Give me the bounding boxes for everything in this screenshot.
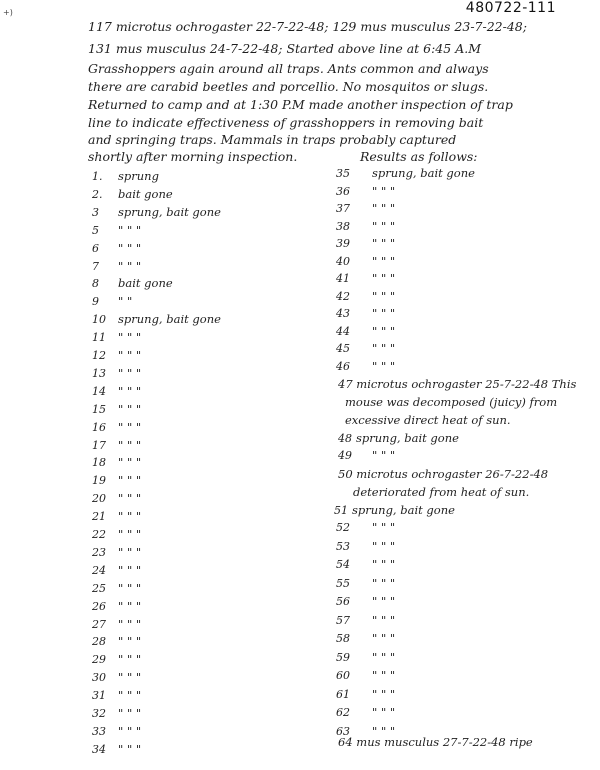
note-47-line: excessive direct heat of sun. (345, 413, 511, 427)
entry-text: " " " (118, 473, 142, 488)
entry-text: sprung, bait gone (118, 204, 221, 219)
entry-text: " " " (372, 538, 396, 553)
entry-number: 11 (92, 331, 106, 345)
entry-number: 49 (338, 449, 352, 462)
entry-text: " " " (118, 652, 142, 667)
entry-number: 43 (336, 307, 350, 320)
entry-text: " " " (118, 616, 142, 631)
entry-number: 33 (92, 724, 106, 738)
entry-number: 37 (336, 202, 350, 215)
entry-text: " " " (118, 670, 142, 685)
narrative-line: 131 mus musculus 24-7-22-48; Started above line at 6:45 A.M (88, 41, 481, 56)
entry-text: " " " (372, 218, 396, 233)
entry-text: " " " (372, 448, 396, 462)
entry-text: bait gone (118, 186, 173, 201)
entry-number: 58 (336, 632, 350, 645)
entry-text: " " " (118, 383, 142, 398)
entry-number: 7 (92, 259, 99, 273)
entry-number: 15 (92, 402, 106, 416)
entry-text: " " " (118, 348, 142, 362)
entry-number: 22 (92, 528, 106, 541)
narrative-line: line to indicate effectiveness of grasshoppers in removing bait (88, 115, 484, 130)
entry-number: 10 (92, 313, 106, 327)
entry-text: " " " (372, 557, 396, 571)
entry-text: " " " (372, 705, 396, 719)
entry-text: " " " (118, 258, 142, 273)
entry-number: 27 (92, 617, 106, 631)
entry-text: " " " (118, 509, 142, 524)
entry-number: 5 (92, 223, 99, 237)
entry-text: bait gone (118, 276, 173, 291)
narrative-line: there are carabid beetles and porcellio. No mosquitos or slugs. (88, 79, 489, 94)
entry-text: sprung, bait gone (118, 312, 221, 327)
entry-text: " " " (372, 358, 396, 373)
entry-text: " " " (372, 201, 396, 215)
entry-text: " " " (372, 183, 396, 198)
entry-text: " " " (118, 741, 142, 756)
narrative-line: Grasshoppers again around all traps. Ants common and always (88, 61, 489, 76)
entry-number: 55 (336, 576, 350, 590)
entry-number: 13 (92, 366, 106, 380)
entry-text: " " " (372, 649, 396, 664)
entry-text: sprung, bait gone (352, 503, 455, 517)
entry-number: 19 (92, 474, 106, 488)
narrative-line: 117 microtus ochrogaster 22-7-22-48; 129 mus musculus 23-7-22-48; (88, 19, 527, 34)
entry-number: 48 (338, 432, 352, 445)
entry-number: 53 (336, 539, 350, 553)
entry-number: 9 (92, 295, 99, 309)
entry-number: 23 (92, 545, 106, 559)
entry-text: " " " (118, 723, 142, 738)
entry-number: 16 (92, 420, 106, 434)
entry-text: " " " (118, 491, 142, 506)
entry-text: " " " (118, 634, 142, 649)
entry-text: sprung, bait gone (356, 431, 459, 445)
entry-number: 60 (336, 669, 350, 682)
entry-text: " " " (372, 686, 396, 701)
entry-text: " " " (372, 306, 396, 320)
entry-number: 31 (92, 689, 106, 703)
entry-text: sprung, bait gone (372, 166, 475, 180)
note-50-line: deteriorated from heat of sun. (353, 485, 530, 499)
entry-number: 52 (336, 521, 350, 534)
entry-text: " " " (372, 271, 396, 285)
entry-number: 25 (92, 581, 106, 595)
narrative-line: Returned to camp and at 1:30 P.M made another inspection of trap (88, 97, 513, 112)
entry-number: 41 (336, 272, 350, 285)
entry-number: 39 (336, 237, 350, 250)
entry-text: " " " (372, 236, 396, 250)
entry-text: " " " (118, 437, 142, 452)
entry-number: 45 (336, 342, 350, 355)
entry-text: " " " (118, 330, 142, 345)
entry-number: 62 (336, 706, 350, 719)
note-47-line: mouse was decomposed (juicy) from (345, 395, 558, 409)
entry-number: 21 (92, 510, 106, 524)
entry-number: 54 (336, 558, 350, 571)
entry-text: " " " (118, 455, 142, 470)
entry-number: 61 (336, 687, 350, 701)
note-50-line: 50 microtus ochrogaster 26-7-22-48 (338, 467, 549, 481)
entry-text: " " " (118, 419, 142, 434)
entry-number: 40 (336, 254, 350, 268)
entry-text: " " " (118, 365, 142, 380)
entry-text: " " " (372, 612, 396, 627)
entry-number: 30 (92, 671, 106, 685)
entry-text: sprung (118, 169, 159, 183)
entry-text: " " " (372, 520, 396, 534)
entry-number: 20 (92, 492, 106, 506)
entry-text: " " " (118, 527, 142, 541)
entry-number: 18 (92, 456, 106, 470)
note-47-line: 47 microtus ochrogaster 25-7-22-48 This (338, 377, 577, 391)
entry-number: 42 (336, 289, 350, 303)
entry-number: 17 (92, 438, 106, 452)
entry-number: 35 (336, 167, 350, 180)
entry-text: " " " (118, 222, 142, 237)
entry-number: 1. (92, 170, 103, 183)
results-label: Results as follows: (360, 149, 478, 164)
entry-text: " " " (118, 401, 142, 416)
entry-number: 29 (92, 653, 106, 667)
entry-text: " " " (372, 594, 396, 608)
entry-number: 46 (336, 359, 350, 373)
entry-text: " " " (372, 341, 396, 355)
narrative-line: and springing traps. Mammals in traps probably captured (88, 132, 457, 147)
final-entry: 64 mus musculus 27-7-22-48 ripe (338, 735, 533, 749)
entry-text: " " " (118, 544, 142, 559)
narrative-line: shortly after morning inspection. (88, 149, 298, 164)
entry-text: " " " (118, 580, 142, 595)
margin-mark: +) (3, 8, 13, 17)
entry-text: " " (118, 294, 133, 309)
entry-text: " " " (372, 631, 396, 645)
entry-text: " " " (372, 288, 396, 303)
entry-number: 38 (336, 219, 350, 233)
entry-number: 44 (336, 324, 350, 338)
entry-number: 51 (334, 504, 348, 517)
entry-text: " " " (372, 668, 396, 682)
entry-number: 26 (92, 599, 106, 613)
entry-number: 36 (336, 184, 350, 198)
entry-number: 32 (92, 707, 106, 720)
entry-text: " " " (372, 723, 396, 738)
entry-number: 6 (92, 241, 99, 255)
entry-text: " " " (118, 240, 142, 255)
entry-number: 14 (92, 384, 106, 398)
entry-number: 56 (336, 595, 350, 608)
entry-text: " " " (372, 575, 396, 590)
entry-number: 28 (92, 635, 106, 649)
entry-number: 2. (92, 187, 103, 201)
entry-number: 59 (336, 650, 350, 664)
entry-text: " " " (118, 562, 142, 577)
page-id: 480722-111 (465, 0, 556, 16)
entry-text: " " " (372, 253, 396, 268)
entry-text: " " " (118, 706, 142, 720)
entry-number: 57 (336, 613, 350, 627)
entry-text: " " " (118, 688, 142, 703)
entry-number: 12 (92, 349, 106, 362)
entry-number: 8 (92, 277, 99, 291)
entry-text: " " " (118, 598, 142, 613)
entry-text: " " " (372, 323, 396, 338)
entry-number: 3 (92, 205, 99, 219)
entry-number: 24 (92, 563, 106, 577)
entry-number: 34 (92, 742, 106, 756)
entry-number: 63 (336, 724, 350, 738)
